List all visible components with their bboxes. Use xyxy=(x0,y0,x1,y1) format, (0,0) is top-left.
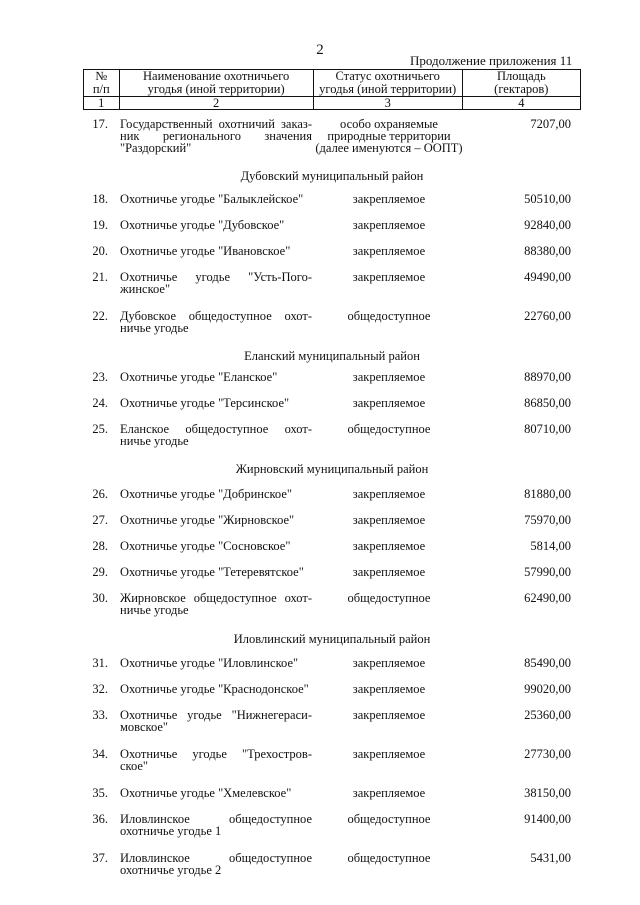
row-number: 21. xyxy=(92,270,108,284)
row-status xyxy=(314,852,464,864)
row-status-line: общедоступное xyxy=(347,422,431,436)
district-heading: Дубовский муниципальный район xyxy=(240,169,424,183)
row-status-line: закрепляемое xyxy=(352,539,426,553)
row-number: 18. xyxy=(92,192,108,206)
header-num-3: 3 xyxy=(313,97,462,110)
row-name-line: жинское" xyxy=(120,282,171,296)
row-name-line: Охотничье угодье "Усть-Пого- xyxy=(120,270,312,284)
row-name xyxy=(120,813,312,837)
row-status xyxy=(314,371,464,383)
row-status xyxy=(314,488,464,500)
row-status-line: общедоступное xyxy=(347,309,431,323)
header-col-area xyxy=(462,70,580,97)
row-status-line: закрепляемое xyxy=(352,487,426,501)
row-name xyxy=(120,852,312,876)
row-status xyxy=(314,566,464,578)
row-status xyxy=(314,118,464,154)
continuation-note: Продолжение приложения 11 xyxy=(410,53,573,68)
row-name xyxy=(120,540,312,552)
row-name-line: Охотничье угодье "Краснодонское" xyxy=(120,682,309,696)
row-number: 25. xyxy=(92,422,108,436)
row-area: 22760,00 xyxy=(524,309,571,323)
row-area: 5431,00 xyxy=(530,851,571,865)
row-area: 80710,00 xyxy=(524,422,571,436)
row-number: 30. xyxy=(92,591,108,605)
row-status-line: закрепляемое xyxy=(352,786,426,800)
row-status-line: закрепляемое xyxy=(352,513,426,527)
header-num-4: 4 xyxy=(462,97,580,110)
row-status xyxy=(314,748,464,760)
row-name-line: ничье угодье xyxy=(120,603,189,617)
row-number: 35. xyxy=(92,786,108,800)
row-name xyxy=(120,219,312,231)
row-status xyxy=(314,271,464,283)
row-number: 23. xyxy=(92,370,108,384)
row-status-line: закрепляемое xyxy=(352,370,426,384)
row-status xyxy=(314,813,464,825)
row-name-line: Охотничье угодье "Иловлинское" xyxy=(120,656,299,670)
row-number: 31. xyxy=(92,656,108,670)
row-name-line: Охотничье угодье "Жирновское" xyxy=(120,513,295,527)
row-name-line: Жирновское общедоступное охот- xyxy=(120,591,312,605)
header-col-number-line1: № xyxy=(95,69,108,83)
row-area: 85490,00 xyxy=(524,656,571,670)
row-area: 88380,00 xyxy=(524,244,571,258)
row-name xyxy=(120,488,312,500)
row-status-line: особо охраняемые xyxy=(340,117,438,131)
row-name xyxy=(120,683,312,695)
page-number: 2 xyxy=(316,42,324,58)
row-number: 36. xyxy=(92,812,108,826)
row-name-line: Охотничье угодье "Трехостров- xyxy=(120,747,312,761)
row-area: 75970,00 xyxy=(524,513,571,527)
row-status-line: закрепляемое xyxy=(352,192,426,206)
row-number: 22. xyxy=(92,309,108,323)
header-col-name-line1: Наименование охотничьего xyxy=(143,69,290,83)
row-area: 50510,00 xyxy=(524,192,571,206)
row-area: 91400,00 xyxy=(524,812,571,826)
row-name xyxy=(120,397,312,409)
row-name-line: Охотничье угодье "Ивановское" xyxy=(120,244,291,258)
row-status-line: закрепляемое xyxy=(352,747,426,761)
row-name-line: ничье угодье xyxy=(120,434,189,448)
row-name-line: Еланское общедоступное охот- xyxy=(120,422,312,436)
row-status xyxy=(314,540,464,552)
row-status xyxy=(314,423,464,435)
row-name-line: Государственный охотничий заказ- xyxy=(120,117,312,131)
row-status-line: закрепляемое xyxy=(352,682,426,696)
row-name xyxy=(120,271,312,295)
row-name xyxy=(120,709,312,733)
row-name-line: Иловлинское общедоступное xyxy=(120,851,312,865)
row-name-line: ничье угодье xyxy=(120,321,189,335)
row-name xyxy=(120,245,312,257)
row-name-line: Охотничье угодье "Балыклейское" xyxy=(120,192,304,206)
row-name xyxy=(120,514,312,526)
row-number: 29. xyxy=(92,565,108,579)
header-col-name-line2: угодья (иной территории) xyxy=(147,82,285,96)
header-col-number-line2: п/п xyxy=(92,82,110,96)
row-name xyxy=(120,118,312,154)
row-area: 27730,00 xyxy=(524,747,571,761)
table-header xyxy=(83,69,581,110)
header-col-number xyxy=(84,70,120,97)
row-area: 88970,00 xyxy=(524,370,571,384)
row-name-line: Иловлинское общедоступное xyxy=(120,812,312,826)
row-status-line: закрепляемое xyxy=(352,396,426,410)
row-status xyxy=(314,397,464,409)
row-name-line: охотничье угодье 2 xyxy=(120,863,222,877)
row-status-line: закрепляемое xyxy=(352,565,426,579)
row-name-line: Охотничье угодье "Хмелевское" xyxy=(120,786,292,800)
row-name-line: Охотничье угодье "Тетеревятское" xyxy=(120,565,304,579)
row-status-line: закрепляемое xyxy=(352,270,426,284)
row-status xyxy=(314,219,464,231)
header-num-2: 2 xyxy=(119,97,313,110)
row-number: 27. xyxy=(92,513,108,527)
row-status xyxy=(314,709,464,721)
row-status-line: природные территории xyxy=(327,129,451,143)
header-col-name xyxy=(119,70,313,97)
header-col-area-line1: Площадь xyxy=(496,69,546,83)
row-status xyxy=(314,592,464,604)
row-status xyxy=(314,193,464,205)
row-status-line: общедоступное xyxy=(347,851,431,865)
row-status xyxy=(314,657,464,669)
row-number: 37. xyxy=(92,851,108,865)
row-status xyxy=(314,310,464,322)
row-number: 19. xyxy=(92,218,108,232)
row-area: 57990,00 xyxy=(524,565,571,579)
row-status xyxy=(314,245,464,257)
row-area: 81880,00 xyxy=(524,487,571,501)
row-area: 38150,00 xyxy=(524,786,571,800)
row-name xyxy=(120,193,312,205)
row-area: 49490,00 xyxy=(524,270,571,284)
header-col-status-line1: Статус охотничьего xyxy=(335,69,440,83)
header-col-area-line2: (гектаров) xyxy=(494,82,549,96)
row-name-line: "Раздорский" xyxy=(120,141,192,155)
row-name xyxy=(120,592,312,616)
row-area: 5814,00 xyxy=(530,539,571,553)
row-name-line: мовское" xyxy=(120,720,169,734)
header-col-status xyxy=(313,70,462,97)
row-status-line: закрепляемое xyxy=(352,218,426,232)
row-name xyxy=(120,657,312,669)
row-area: 99020,00 xyxy=(524,682,571,696)
row-status-line: закрепляемое xyxy=(352,244,426,258)
header-col-status-line2: угодья (иной территории) xyxy=(319,82,457,96)
row-name-line: Охотничье угодье "Дубовское" xyxy=(120,218,285,232)
row-status-line: общедоступное xyxy=(347,591,431,605)
row-area: 92840,00 xyxy=(524,218,571,232)
row-name-line: Дубовское общедоступное охот- xyxy=(120,309,312,323)
row-number: 33. xyxy=(92,708,108,722)
row-name-line: Охотничье угодье "Еланское" xyxy=(120,370,278,384)
district-heading: Иловлинский муниципальный район xyxy=(233,632,431,646)
row-name-line: Охотничье угодье "Нижнегераси- xyxy=(120,708,312,722)
row-status-line: (далее именуются – ООПТ) xyxy=(315,141,463,155)
row-name-line: Охотничье угодье "Добринское" xyxy=(120,487,292,501)
row-number: 34. xyxy=(92,747,108,761)
row-name-line: охотничье угодье 1 xyxy=(120,824,222,838)
row-area: 25360,00 xyxy=(524,708,571,722)
row-number: 32. xyxy=(92,682,108,696)
row-area: 7207,00 xyxy=(530,117,571,131)
row-status-line: закрепляемое xyxy=(352,708,426,722)
row-number: 28. xyxy=(92,539,108,553)
row-name-line: ник регионального значения xyxy=(120,129,312,143)
row-number: 17. xyxy=(92,117,108,131)
district-heading: Жирновский муниципальный район xyxy=(235,462,429,476)
row-number: 20. xyxy=(92,244,108,258)
header-num-1: 1 xyxy=(84,97,120,110)
row-status-line: общедоступное xyxy=(347,812,431,826)
row-name-line: Охотничье угодье "Сосновское" xyxy=(120,539,291,553)
row-name xyxy=(120,310,312,334)
row-name xyxy=(120,748,312,772)
row-status xyxy=(314,514,464,526)
row-name-line: ское" xyxy=(120,759,149,773)
row-number: 26. xyxy=(92,487,108,501)
district-heading: Еланский муниципальный район xyxy=(244,349,420,363)
row-status xyxy=(314,683,464,695)
row-name xyxy=(120,566,312,578)
row-status-line: закрепляемое xyxy=(352,656,426,670)
row-area: 62490,00 xyxy=(524,591,571,605)
row-number: 24. xyxy=(92,396,108,410)
row-name xyxy=(120,787,312,799)
row-name-line: Охотничье угодье "Терсинское" xyxy=(120,396,290,410)
row-name xyxy=(120,423,312,447)
row-area: 86850,00 xyxy=(524,396,571,410)
row-status xyxy=(314,787,464,799)
row-name xyxy=(120,371,312,383)
